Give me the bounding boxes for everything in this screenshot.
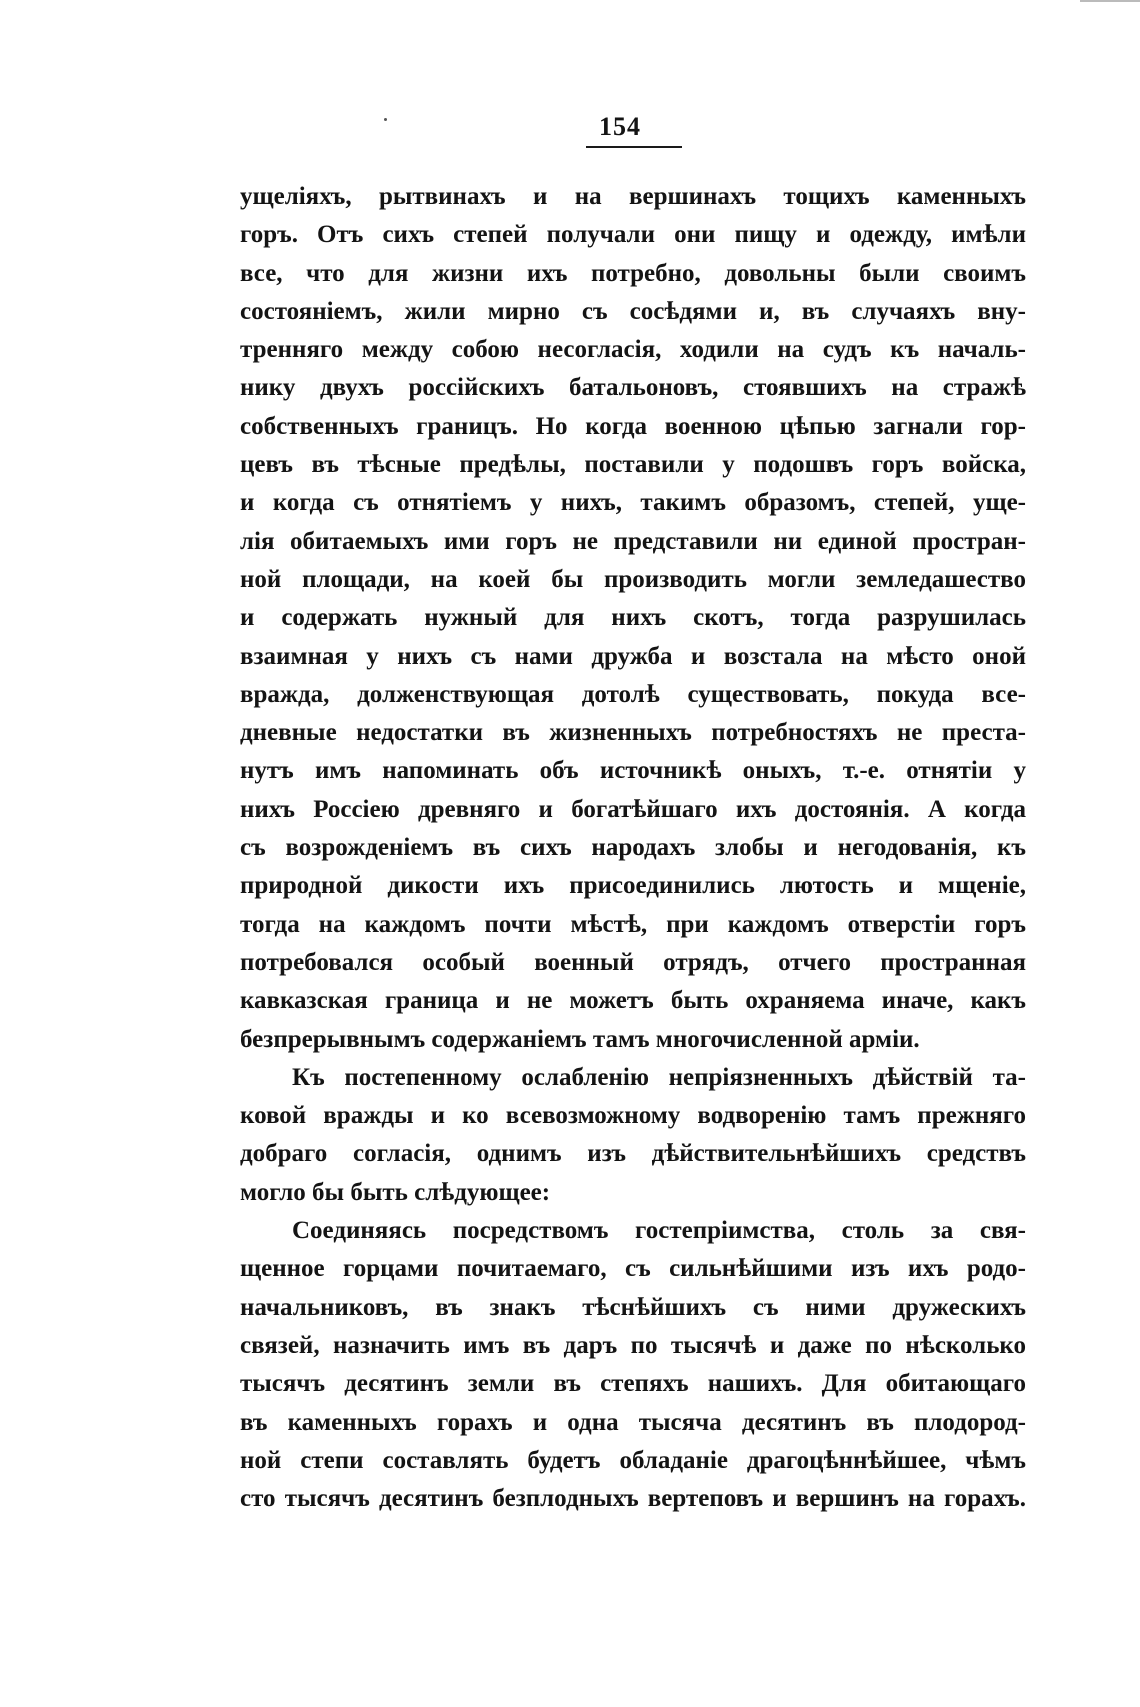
text-line: ковой вражды и ко всевозможному водворенiю тамъ прежняго (240, 1102, 1026, 1130)
text-line: сто тысячъ десятинъ безплодныхъ вертеповъ и вершинъ на горахъ. (240, 1485, 1026, 1513)
text-line: добраго согласiя, однимъ изъ дѣйствительнѣйшихъ средствъ (240, 1140, 1026, 1168)
text-line: могло бы быть слѣдующее: (240, 1178, 551, 1206)
text-line: ной площади, на коей бы производить могли земледашество (240, 565, 1026, 593)
page-number: 154 (599, 112, 641, 141)
text-line: начальниковъ, въ знакъ тѣснѣйшихъ съ ними дружескихъ (240, 1293, 1026, 1321)
text-line: вражда, долженствующая дотолѣ существовать, покуда все- (240, 680, 1026, 708)
text-line: горъ. Отъ сихъ степей получали они пищу и одежду, имѣли (240, 221, 1026, 249)
text-line: ущелiяхъ, рытвинахъ и на вершинахъ тощихъ каменныхъ (240, 183, 1026, 210)
text-line: тогда на каждомъ почти мѣстѣ, при каждомъ отверстiи горъ (240, 910, 1026, 938)
text-line: кавказская граница и не можетъ быть охраняема иначе, какъ (240, 987, 1026, 1015)
text-line: собственныхъ границъ. Но когда военною цѣпью загнали гор- (240, 412, 1026, 440)
text-line: потребовался особый военный отрядъ, отчего пространная (240, 948, 1026, 976)
page-number-underline (586, 146, 682, 148)
text-line: состоянiемъ, жили мирно съ сосѣдями и, въ случаяхъ вну- (240, 297, 1026, 325)
text-line: лiя обитаемыхъ ими горъ не представили ни единой простран- (240, 527, 1026, 555)
text-line: тысячъ десятинъ земли въ степяхъ нашихъ. Для обитающаго (240, 1370, 1026, 1398)
text-line: взаимная у нихъ съ нами дружба и возстала на мѣсто оной (240, 642, 1026, 670)
text-line: нихъ Россiею древняго и богатѣйшаго ихъ достоянiя. А когда (240, 795, 1026, 823)
text-line: щенное горцами почитаемаго, съ сильнѣйшими изъ ихъ родо- (240, 1255, 1026, 1283)
text-line: тренняго между собою несогласiя, ходили на судъ къ началь- (240, 336, 1026, 364)
scan-speck (384, 118, 387, 121)
body-text (240, 178, 1026, 1518)
text-line: все, что для жизни ихъ потребно, довольны были своимъ (240, 259, 1026, 287)
text-line: цевъ въ тѣсные предѣлы, поставили у подошвъ горъ войска, (240, 451, 1026, 479)
text-line: дневные недостатки въ жизненныхъ потребностяхъ не преста- (240, 719, 1026, 747)
text-line: нику двухъ россiйскихъ батальоновъ, стоявшихъ на стражѣ (240, 374, 1026, 402)
text-line: нутъ имъ напоминать объ источникѣ оныхъ, т.-е. отнятiи у (240, 757, 1026, 785)
text-line: ной степи составлять будетъ обладанiе драгоцѣннѣйшее, чѣмъ (240, 1446, 1026, 1474)
text-line: и содержать нужный для нихъ скотъ, тогда разрушилась (240, 604, 1026, 632)
paragraph-start-line: Соединяясь посредствомъ гостепрiимства, столь за свя- (292, 1217, 1026, 1245)
text-line: связей, назначить имъ въ даръ по тысячѣ и даже по нѣсколько (240, 1331, 1026, 1359)
text-line: въ каменныхъ горахъ и одна тысяча десятинъ въ плодород- (240, 1408, 1026, 1436)
text-line: съ возрожденiемъ въ сихъ народахъ злобы и негодованiя, къ (240, 834, 1026, 862)
text-line: и когда съ отнятiемъ у нихъ, такимъ образомъ, степей, уще- (240, 489, 1026, 517)
paragraph-start-line: Къ постепенному ослабленiю непрiязненныхъ дѣйствiй та- (292, 1063, 1026, 1091)
text-line: безпрерывнымъ содержанiемъ тамъ многочисленной армiи. (240, 1025, 920, 1053)
scan-edge-mark (1080, 0, 1140, 8)
text-line: природной дикости ихъ присоединились лютость и мщенiе, (240, 872, 1026, 900)
